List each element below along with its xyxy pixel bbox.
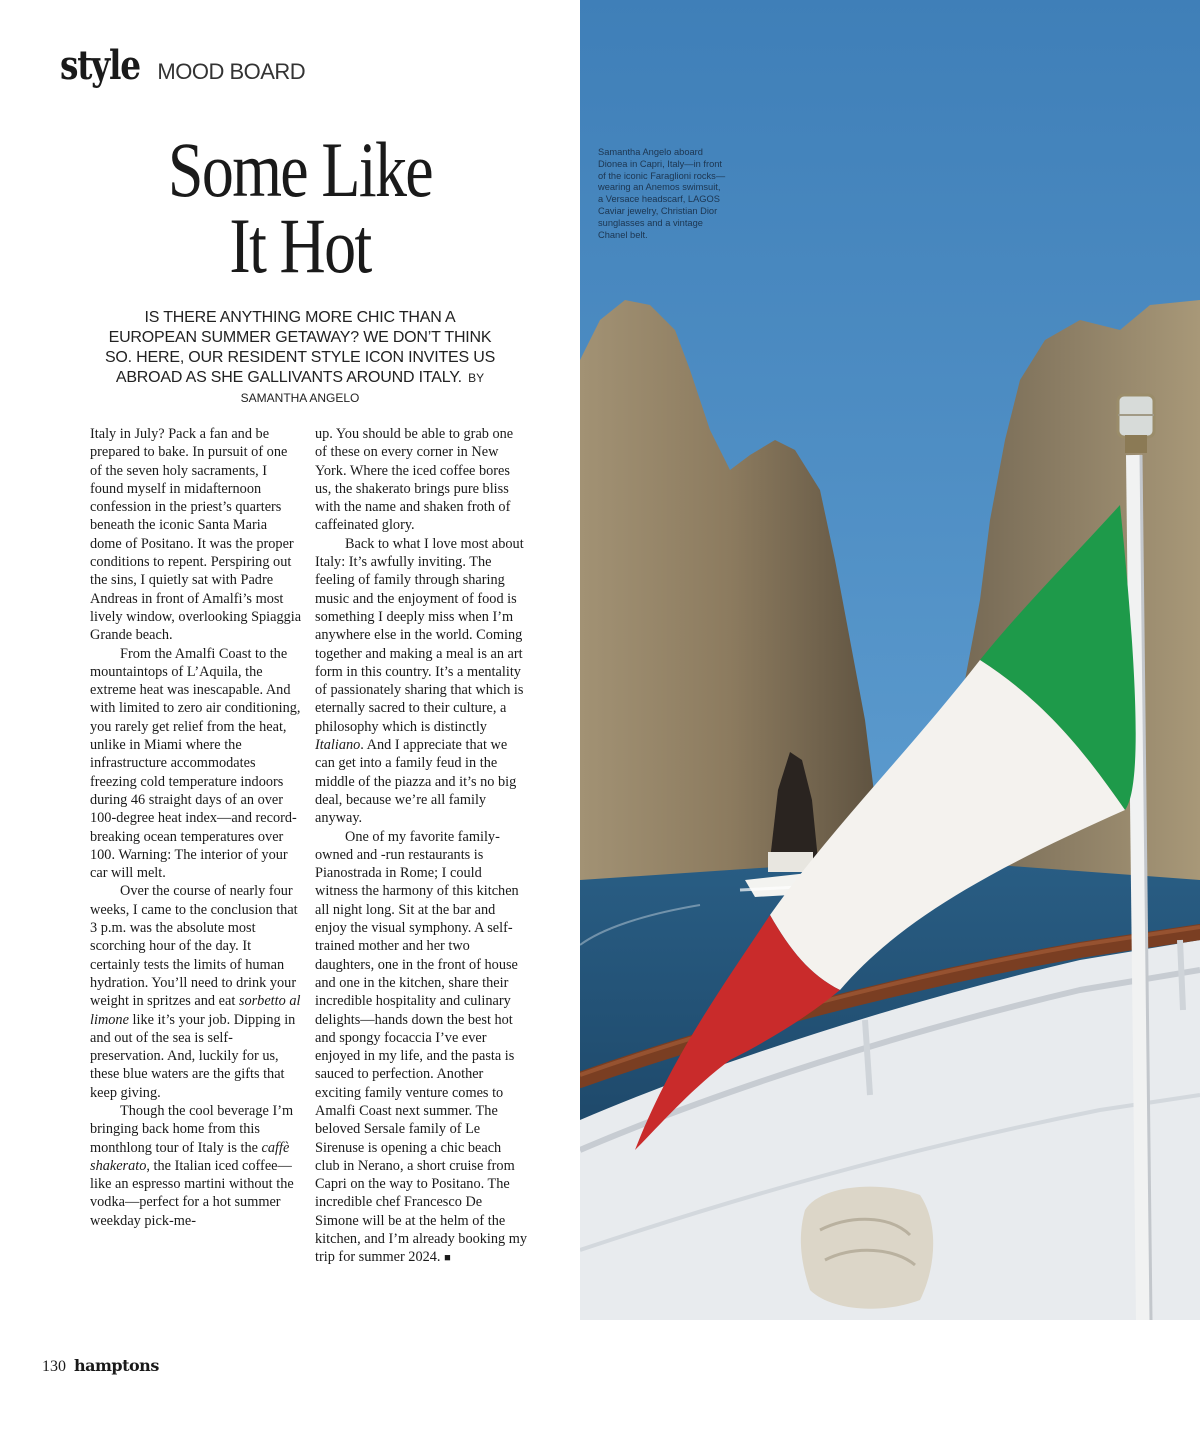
section-label: MOOD BOARD	[157, 59, 306, 84]
page-number: 130	[42, 1358, 66, 1375]
body-column-right	[315, 425, 527, 1268]
italic-phrase: caffè shakerato	[90, 1139, 290, 1174]
section-header	[60, 42, 305, 89]
paragraph: up. You should be able to grab one of these on every corner in New York. Where the iced coffee bores us, the shakerato brings pure bliss with the name and shaken froth of caffeinated glory.	[315, 426, 514, 534]
section-name: style	[60, 42, 140, 89]
photo-caption: Samantha Angelo aboard Dionea in Capri, Italy—in front of the iconic Faraglioni rocks—wearing an Anemos swimsuit, a Versace headscarf, LAGOS Caviar jewelry, Christian Dior sunglasses and a vintage Chanel belt.	[598, 147, 726, 240]
byline: BY SAMANTHA ANGELO	[240, 371, 485, 405]
folded-towel	[801, 1187, 933, 1309]
dek	[100, 308, 500, 408]
paragraph: Back to what I love most about Italy: It’s awfully inviting. The feeling of family through sharing music and the enjoyment of food is something I deeply miss when I’m anywhere else in the world. Coming together and making a meal is an art form in this country. It’s a mentality of passionately sharing that which is eternally sacred to their culture, a philosophy which is distinctly Italiano. And I appreciate that we can get into a family feud in the middle of the piazza and it’s no big deal, because we’re all family anyway.	[315, 535, 524, 827]
italic-phrase: Italiano	[315, 737, 361, 754]
dek-text: IS THERE ANYTHING MORE CHIC THAN A EUROPEAN SUMMER GETAWAY? WE DON’T THINK SO. HERE, OUR RESIDENT STYLE ICON INVITES US ABROAD AS SHE GALLIVANTS AROUND ITALY.	[104, 309, 496, 386]
paragraph: One of my favorite family-owned and -run restaurants is Pianostrada in Rome; I could witness the harmony of this kitchen all night long. Sit at the bar and enjoy the visual symphony. A self-trained mother and her two daughters, one in the front of house and one in the kitchen, share their incredible hospitality and culinary delights—hands down the best hot and spongy focaccia I’ve ever enjoyed in my life, and the pasta is sauced to perfection. Another exciting family venture comes to Amalfi Coast next summer. The beloved Sersale family of Le Sirenuse is opening a chic beach club in Nerano, a short cruise from Capri on the way to Positano. The incredible chef Francesco De Simone will be at the helm of the kitchen, and I’m already booking my trip for summer 2024. ■	[315, 828, 528, 1266]
paragraph: Though the cool beverage I’m bringing back home from this monthlong tour of Italy is the caffè shakerato, the Italian iced coffee—like an espresso martini without the vodka—perfect for a hot summer weekday pick-me-	[90, 1102, 294, 1229]
paragraph: Over the course of nearly four weeks, I came to the conclusion that 3 p.m. was the absolute most scorching hour of the day. It certainly tests the limits of human hydration. You’ll need to drink your weight in spritzes and eat sorbetto al limone like it’s your job. Dipping in and out of the sea is self-preservation. And, luckily for us, these blue waters are the gifts that keep giving.	[90, 883, 301, 1101]
body-column-left	[90, 425, 302, 1230]
headline-line-1: Some Like	[167, 126, 433, 213]
headline	[103, 126, 497, 289]
end-mark-icon: ■	[444, 1252, 451, 1265]
paragraph: From the Amalfi Coast to the mountaintops of L’Aquila, the extreme heat was inescapable. And with limited to zero air conditioning, you rarely get relief from the heat, unlike in Miami where the infrastructure accommodates freezing cold temperature indoors during 46 straight days of an over 100-degree heat index—and record-breaking ocean temperatures over 100. Warning: The interior of your car will melt.	[90, 645, 301, 882]
italic-phrase: sorbetto al limone	[90, 993, 301, 1028]
folio	[42, 1356, 159, 1376]
headline-line-2: It Hot	[229, 202, 371, 289]
magazine-name: hamptons	[74, 1356, 159, 1375]
paragraph: Italy in July? Pack a fan and be prepared to bake. In pursuit of one of the seven holy sacraments, I found myself in midafternoon confession in the priest’s quarters beneath the iconic Santa Maria dome of Positano. It was the proper conditions to repent. Perspiring out the sins, I quietly sat with Padre Andreas in front of Amalfi’s most lively window, overlooking Spiaggia Grande beach.	[90, 426, 302, 644]
